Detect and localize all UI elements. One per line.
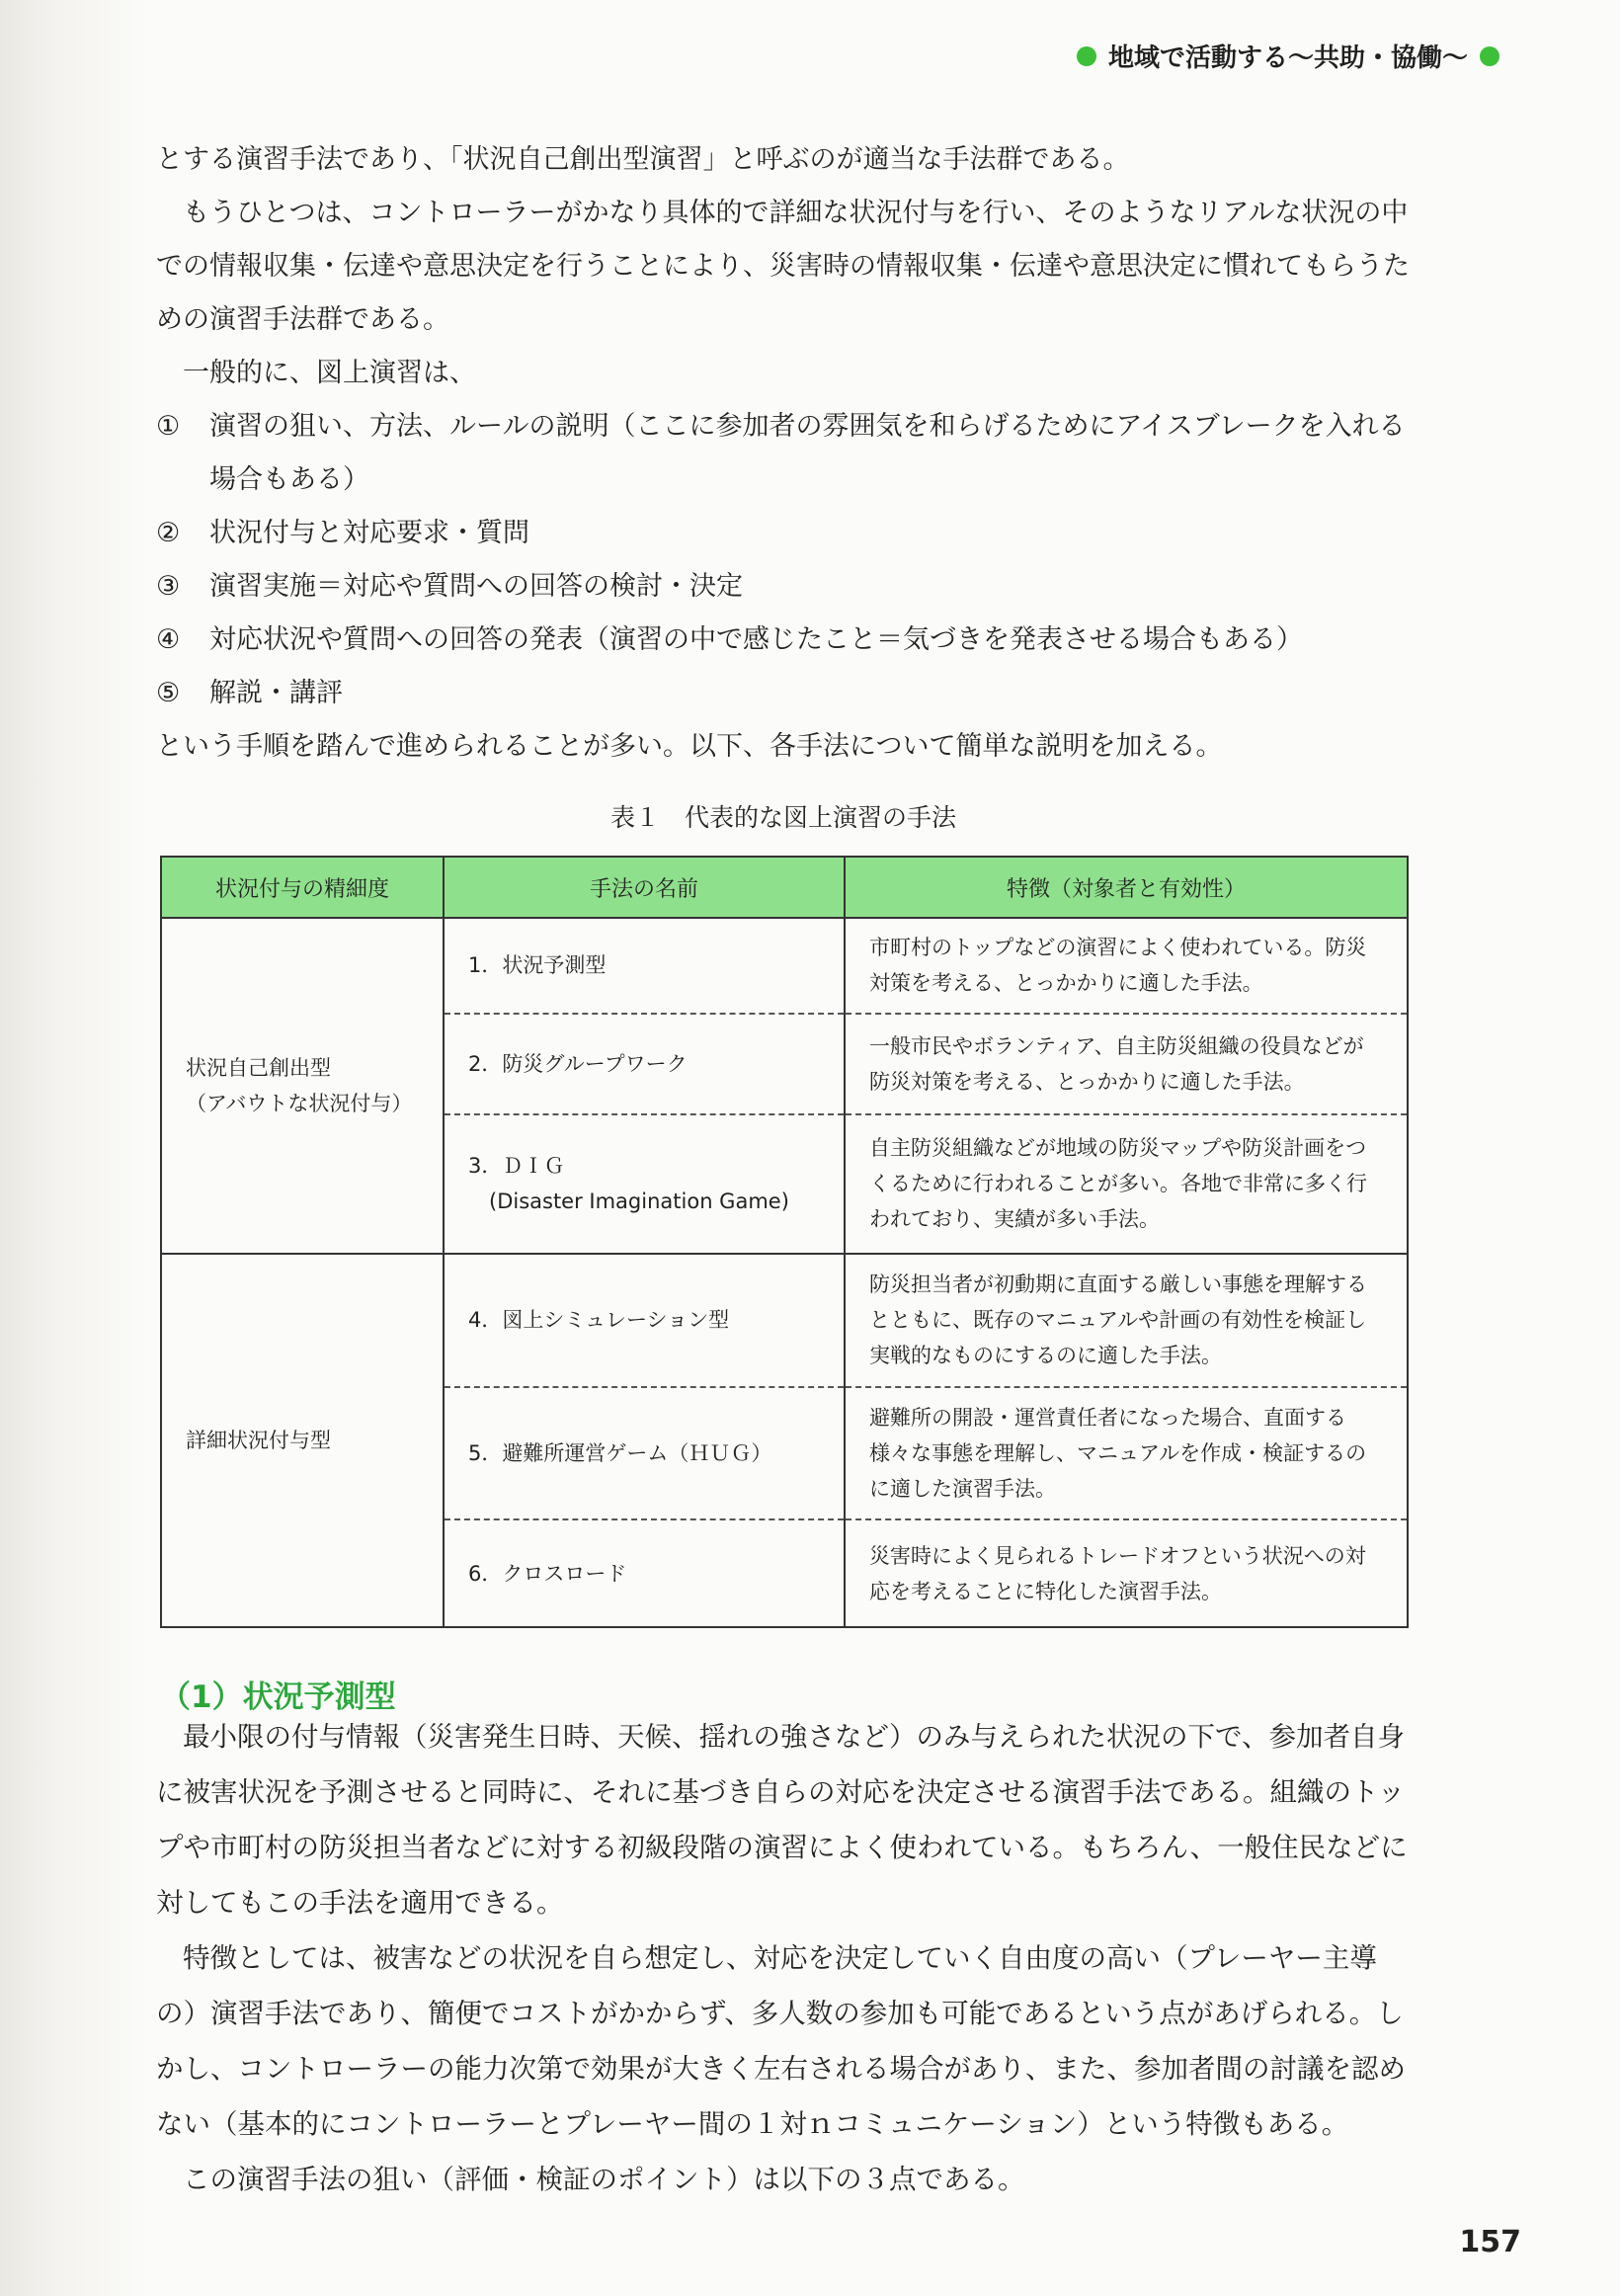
step-text: 演習実施＝対応や質問への回答の検討・決定	[209, 571, 743, 602]
step-text: 演習の狙い、方法、ルールの説明（ここに参加者の雰囲気を和らげるためにアイスブレークを入れる場合もある）	[209, 411, 1406, 495]
method-feature: 一般市民やボランティア、自主防災組織の役員などが防災対策を考える、とっかかりに適した手法。	[845, 1014, 1408, 1115]
section-paragraph: 特徴としては、被害などの状況を自ら想定し、対応を決定していく自由度の高い（プレーヤー主導の）演習手法であり、簡便でコストがかからず、多人数の参加も可能であるという点があげられる。しかし、コントローラーの能力次第で効果が大きく左右される場合があり、また、参加者間の討議を認めない（基本的にコントローラーとプレーヤー間の１対ｎコミュニケーション）という特徴もある。	[156, 1942, 1406, 2140]
step-text: 解説・講評	[209, 678, 343, 708]
step-item	[156, 614, 1411, 667]
column-header: 特徴（対象者と有効性）	[845, 857, 1408, 918]
page-edge-shadow	[0, 0, 148, 2296]
section-heading: （1）状況予測型	[160, 1680, 396, 1715]
table-caption: 表１ 代表的な図上演習の手法	[609, 803, 956, 832]
step-number: ③	[156, 571, 181, 602]
step-item	[156, 400, 1411, 507]
column-header: 手法の名前	[444, 857, 845, 918]
method-name: 1．状況予測型	[444, 918, 845, 1014]
after-steps-text: という手順を踏んで進められることが多い。以下、各手法について簡単な説明を加える。	[156, 731, 1223, 762]
step-text: 状況付与と対応要求・質問	[209, 518, 529, 548]
column-header: 状況付与の精細度	[161, 857, 444, 918]
section-body	[156, 1709, 1411, 2207]
step-text: 対応状況や質問への回答の発表（演習の中で感じたこと＝気づきを発表させる場合もある）	[209, 624, 1303, 655]
group-label: 詳細状況付与型	[161, 1254, 444, 1627]
method-name: 6．クロスロード	[444, 1519, 845, 1627]
table-row	[161, 918, 1408, 1014]
method-name: 2．防災グループワーク	[444, 1014, 845, 1115]
green-dot-icon	[1077, 46, 1096, 66]
method-feature: 災害時によく見られるトレードオフという状況への対応を考えることに特化した演習手法。	[845, 1519, 1408, 1627]
step-item	[156, 560, 1411, 614]
method-feature: 避難所の開設・運営責任者になった場合、直面する様々な事態を理解し、マニュアルを作成・検証するのに適した演習手法。	[845, 1387, 1408, 1520]
section-paragraph: 最小限の付与情報（災害発生日時、天候、揺れの強さなど）のみ与えられた状況の下で、参加者自身に被害状況を予測させると同時に、それに基づき自らの対応を決定させる演習手法である。組織のトップや市町村の防災担当者などに対する初級段階の演習によく使われている。もちろん、一般住民などに対してもこの手法を適用できる。	[156, 1721, 1408, 1919]
step-number: ①	[156, 411, 181, 442]
method-feature: 自主防災組織などが地域の防災マップや防災計画をつくるために行われることが多い。各地で非常に多く行われており、実績が多い手法。	[845, 1114, 1408, 1254]
method-feature: 防災担当者が初動期に直面する厳しい事態を理解するとともに、既存のマニュアルや計画の有効性を検証し実戦的なものにするのに適した手法。	[845, 1254, 1408, 1387]
header-title: 地域で活動する〜共助・協働〜	[1107, 43, 1468, 73]
group-label: 状況自己創出型 （アバウトな状況付与）	[161, 918, 444, 1254]
method-name: 4．図上シミュレーション型	[444, 1254, 845, 1387]
step-item	[156, 507, 1411, 560]
green-dot-icon	[1480, 46, 1499, 66]
intro-text	[156, 133, 1411, 774]
table-header-row	[161, 857, 1408, 918]
step-number: ②	[156, 518, 181, 548]
section-paragraph: この演習手法の狙い（評価・検証のポイント）は以下の３点である。	[183, 2164, 1025, 2195]
methods-table	[160, 856, 1409, 1628]
step-item	[156, 667, 1411, 720]
intro-line-1: とする演習手法であり、「状況自己創出型演習」と呼ぶのが適当な手法群である。	[156, 144, 1130, 175]
table-row	[161, 1254, 1408, 1387]
intro-paragraph-2: もうひとつは、コントローラーがかなり具体的で詳細な状況付与を行い、そのようなリアルな状況の中での情報収集・伝達や意思決定を行うことにより、災害時の情報収集・伝達や意思決定に慣れてもらうための演習手法群である。	[156, 198, 1410, 335]
step-number: ④	[156, 624, 181, 655]
method-name: 5．避難所運営ゲーム（ＨＵＧ）	[444, 1387, 845, 1520]
page-number: 157	[1459, 2225, 1521, 2259]
method-feature: 市町村のトップなどの演習によく使われている。防災対策を考える、とっかかりに適した手法。	[845, 918, 1408, 1014]
method-name: 3．ＤＩＧ (Disaster Imagination Game)	[444, 1114, 845, 1254]
step-number: ⑤	[156, 678, 181, 708]
intro-paragraph-3: 一般的に、図上演習は、	[183, 358, 476, 388]
running-header	[1065, 38, 1511, 74]
